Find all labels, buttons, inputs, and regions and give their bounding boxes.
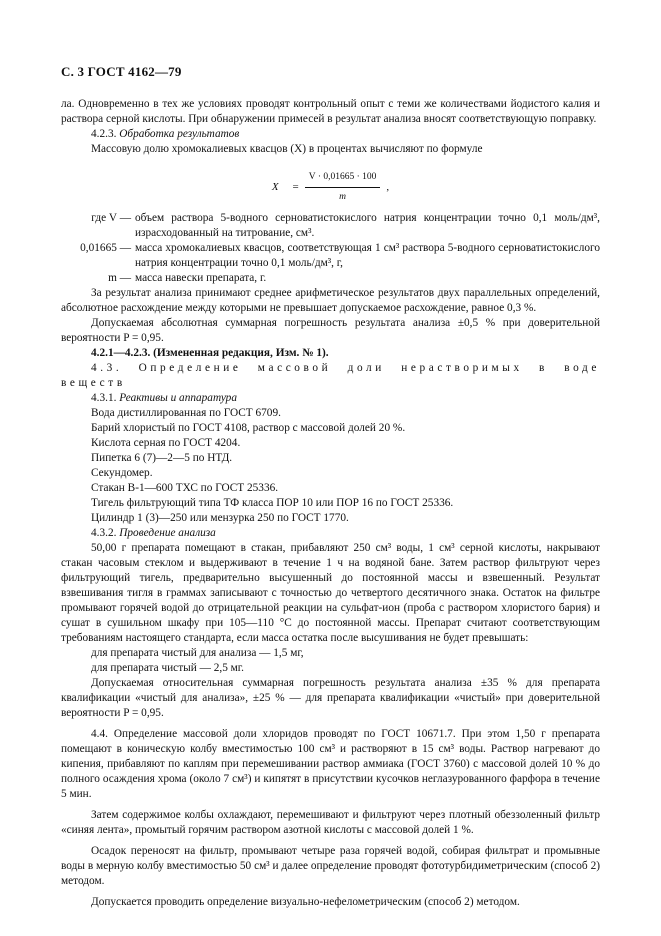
list-item: Тигель фильтрующий типа ТФ класса ПОР 10 или ПОР 16 по ГОСТ 25336. [91,497,454,509]
formula-intro: Массовую долю хромокалиевых квасцов (X) в процентах вычисляют по формуле [91,143,483,155]
definition-text: масса навески препарата, г. [135,272,267,284]
list-item: для препарата чистый для анализа — 1,5 мг, [91,647,304,659]
definition-term: 0,01665 — [80,242,131,254]
section-title: Проведение анализа [119,527,216,539]
reagents-list [61,406,600,526]
paragraph-cool: Затем содержимое колбы охлаждают, перемешивают и фильтруют через плотный обеззоленный фильтр «синяя лента», промытый горячим раствором азотной кислоты с массовой долей 1 %. [61,809,600,836]
definition-term: где V — [91,212,131,224]
paragraph-precipitate: Осадок переносят на фильтр, промывают четыре раза горячей водой, собирая фильтрат и промывные воды в мерную колбу вместимостью 50 см³ и далее определение проводят фототурбидиметрическим (способ 2) методом. [61,845,600,887]
section-number: 4.3.1. [91,392,117,404]
paragraph-error-abs: Допускаемая абсолютная суммарная погрешность результата анализа ±0,5 % при доверительной вероятности P = 0,95. [61,317,600,344]
paragraph-allowed: Допускается проводить определение визуально-нефелометрическим (способ 2) методом. [91,896,520,908]
section-4-4: 4.4. Определение массовой доли хлоридов проводят по ГОСТ 10671.7. При этом 1,50 г препарата помещают в коническую колбу вместимостью 100 см³ и растворяют в 15 см³ воды. Раствор нагревают до кипения, прибавляют по каплям при перемешивании раствор аммиака (ГОСТ 3760) с массовой долей 10 % до полного осаждения хрома (около 7 см³) и кипятят в присутствии кусочков неглазурованного фарфора в течение 5 мин. [61,728,600,800]
amendment-note: 4.2.1—4.2.3. (Измененная редакция, Изм. № 1). [91,347,329,359]
section-title: Обработка результатов [119,128,240,140]
section-4-3-1-heading [61,391,600,406]
formula-denominator: m [339,192,347,202]
definition-v [61,211,600,241]
formula-tail: , [386,181,390,193]
paragraph-continuation: ла. Одновременно в тех же условиях проводят контрольный опыт с теми же количествами йодистого калия и раствора серной кислоты. При обнаружении примесей в результат анализа вносят соответствующую поправку. [61,98,600,125]
list-item: для препарата чистый — 2,5 мг. [91,662,244,674]
formula-numerator: V · 0,01665 · 100 [305,170,381,188]
document-body [61,97,600,910]
list-item: Барий хлористый по ГОСТ 4108, раствор с массовой долей 20 %. [91,422,406,434]
formula-equals: = [292,181,299,193]
section-number: 4.3.2. [91,527,117,539]
section-title: Реактивы и аппаратура [119,392,237,404]
paragraph-procedure: 50,00 г препарата помещают в стакан, прибавляют 250 см³ воды, 1 см³ серной кислоты, накрывают стакан часовым стеклом и выдерживают в течение 1 ч на водяной бане. Затем раствор фильтруют через фильтрующий тигель, предварительно высушенный до постоянной массы и взвешенный. Результат взвешивания тигля в граммах записывают с точностью до четвертого десятичного знака. Остаток на фильтре промывают горячей водой до отрицательной реакции на сульфат-ион (проба с раствором хлористого бария) и сушат в сушильном шкафу при 105—110 °С до постоянной массы. Препарат считают соответствующим требованиям настоящего стандарта, если масса остатка после высушивания не будет превышать: [61,542,600,644]
section-4-3-2-heading [61,526,600,541]
list-item: Вода дистиллированная по ГОСТ 6709. [91,407,281,419]
section-4-3-heading: 4.3. Определение массовой доли нерастворимых в воде веществ [61,362,600,389]
list-item: Стакан В-1—600 ТХС по ГОСТ 25336. [91,482,279,494]
formula-fraction [305,170,381,205]
definition-term: m — [108,272,131,284]
definition-text: масса хромокалиевых квасцов, соответствующая 1 см³ раствора 5-водного серноватистокислого натрия концентрации точно 0,1 моль/дм³, г, [135,242,600,269]
list-item: Кислота серная по ГОСТ 4204. [91,437,241,449]
list-item: Пипетка 6 (7)—2—5 по НТД. [91,452,233,464]
formula-lhs: X [271,181,279,193]
page-header: С. 3 ГОСТ 4162—79 [61,64,182,79]
section-4-2-3-heading [61,127,600,142]
definition-m [61,271,600,286]
paragraph-result: За результат анализа принимают среднее арифметическое результатов двух параллельных определений, абсолютное расхождение между которыми не превышает допускаемое расхождение, равное 0,3 %. [61,287,600,314]
list-item: Цилиндр 1 (3)—250 или мензурка 250 по ГОСТ 1770. [91,512,349,524]
section-number: 4.2.3. [91,128,117,140]
definition-text: объем раствора 5-водного серноватистокислого натрия концентрации точно 0,1 моль/дм³, израсходованный на титрование, см³. [135,212,600,239]
paragraph-error-rel: Допускаемая относительная суммарная погрешность результата анализа ±35 % для препарата квалификации «чистый для анализа», ±25 % — для препарата квалификации «чистый» при доверительной вероятности P = 0,95. [61,677,600,719]
definition-coef [61,241,600,271]
list-item: Секундомер. [91,467,153,479]
formula [61,170,600,205]
